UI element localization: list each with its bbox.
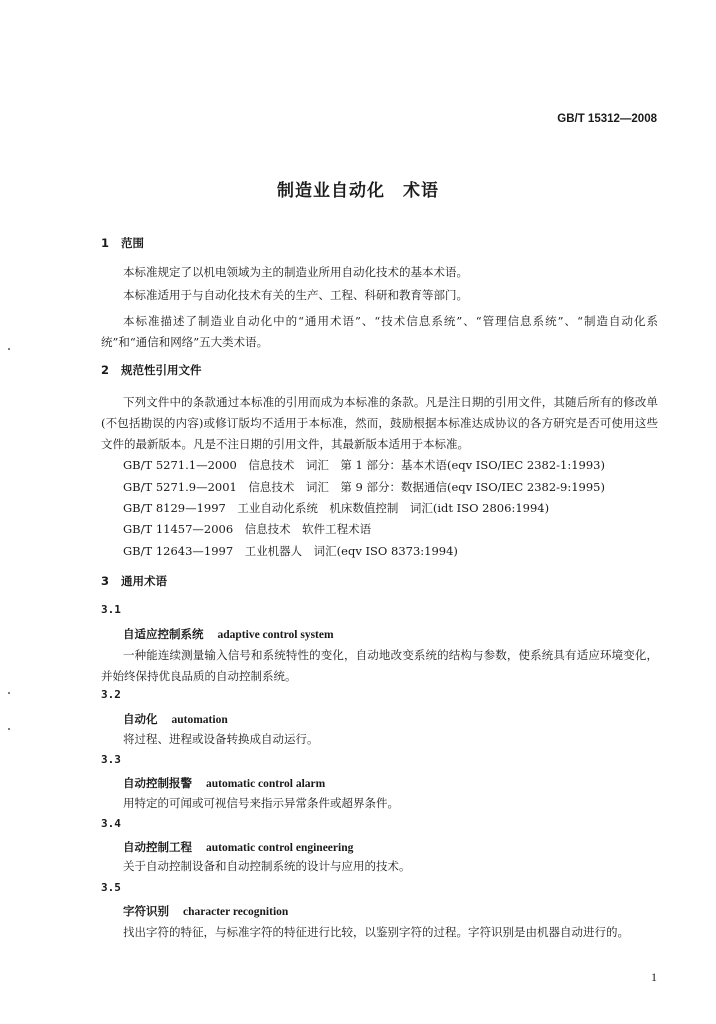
section-heading-normative-references xyxy=(101,362,202,378)
section-number: 1 xyxy=(101,236,110,250)
term-definition: 一种能连续测量输入信号和系统特性的变化，自动地改变系统的结构与参数，使系统具有适应环境变化，并始终保持优良品质的自动控制系统。 xyxy=(101,648,658,683)
reference-item: GB/T 5271.9—2001 信息技术 词汇 第 9 部分：数据通信(eqv ISO/IEC 2382-9:1995) xyxy=(123,480,605,494)
term-definition: 将过程、进程或设备转换成自动运行。 xyxy=(123,732,319,746)
section-heading-general-terms xyxy=(101,573,167,589)
term-entry xyxy=(123,711,228,727)
scope-paragraph-2: 本标准适用于与自动化技术有关的生产、工程、科研和教育等部门。 xyxy=(123,288,468,302)
clause-number: 3.3 xyxy=(101,753,121,766)
section-title: 通用术语 xyxy=(121,574,167,588)
term-chinese: 自动控制报警 xyxy=(123,776,192,790)
term-english: character recognition xyxy=(183,906,289,918)
section-number: 2 xyxy=(101,363,110,377)
references-intro-paragraph: 下列文件中的条款通过本标准的引用而成为本标准的条款。凡是注日期的引用文件，其随后所有的修改单(不包括勘误的内容)或修订版均不适用于本标准，然而，鼓励根据本标准达成协议的各方研究是否可使用这些文件的最新版本。凡是不注日期的引用文件，其最新版本适用于本标准。 xyxy=(101,395,658,451)
term-english: automatic control engineering xyxy=(206,842,354,854)
term-english: automation xyxy=(171,714,228,726)
standard-code: GB/T 15312—2008 xyxy=(557,113,657,125)
term-chinese: 自动化 xyxy=(123,712,158,726)
scope-paragraph-3: 本标准描述了制造业自动化中的“通用术语”、“技术信息系统”、“管理信息系统”、“制造自动化系统”和“通信和网络”五大类术语。 xyxy=(101,314,658,349)
term-definition: 关于自动控制设备和自动控制系统的设计与应用的技术。 xyxy=(123,859,411,873)
clause-number: 3.4 xyxy=(101,817,121,830)
term-entry xyxy=(123,626,334,642)
section-title: 规范性引用文件 xyxy=(121,363,202,377)
reference-item: GB/T 11457—2006 信息技术 软件工程术语 xyxy=(123,522,372,536)
reference-item: GB/T 5271.1—2000 信息技术 词汇 第 1 部分：基本术语(eqv ISO/IEC 2382-1:1993) xyxy=(123,458,605,472)
clause-number: 3.1 xyxy=(101,603,121,616)
clause-number: 3.5 xyxy=(101,881,121,894)
document-title: 制造业自动化 术语 xyxy=(277,181,439,201)
section-number: 3 xyxy=(101,574,110,588)
term-definition: 用特定的可闻或可视信号来指示异常条件或超界条件。 xyxy=(123,796,399,810)
term-chinese: 自动控制工程 xyxy=(123,840,192,854)
scan-mark xyxy=(8,728,10,730)
term-definition: 找出字符的特征，与标准字符的特征进行比较，以鉴别字符的过程。字符识别是由机器自动进行的。 xyxy=(123,925,629,939)
term-entry xyxy=(123,903,288,919)
section-heading-scope xyxy=(101,235,144,251)
page-number: 1 xyxy=(651,970,657,984)
scan-mark xyxy=(8,348,10,350)
reference-item: GB/T 12643—1997 工业机器人 词汇(eqv ISO 8373:1994) xyxy=(123,544,458,558)
term-chinese: 自适应控制系统 xyxy=(123,627,204,641)
term-entry xyxy=(123,839,353,855)
term-chinese: 字符识别 xyxy=(123,904,169,918)
scope-paragraph-1: 本标准规定了以机电领域为主的制造业所用自动化技术的基本术语。 xyxy=(123,265,468,279)
term-entry xyxy=(123,775,325,791)
scan-mark xyxy=(8,692,10,694)
clause-number: 3.2 xyxy=(101,688,121,701)
section-title: 范围 xyxy=(121,236,144,250)
term-english: automatic control alarm xyxy=(206,778,326,790)
term-english: adaptive control system xyxy=(217,629,334,641)
reference-item: GB/T 8129—1997 工业自动化系统 机床数值控制 词汇(idt ISO 2806:1994) xyxy=(123,501,550,515)
